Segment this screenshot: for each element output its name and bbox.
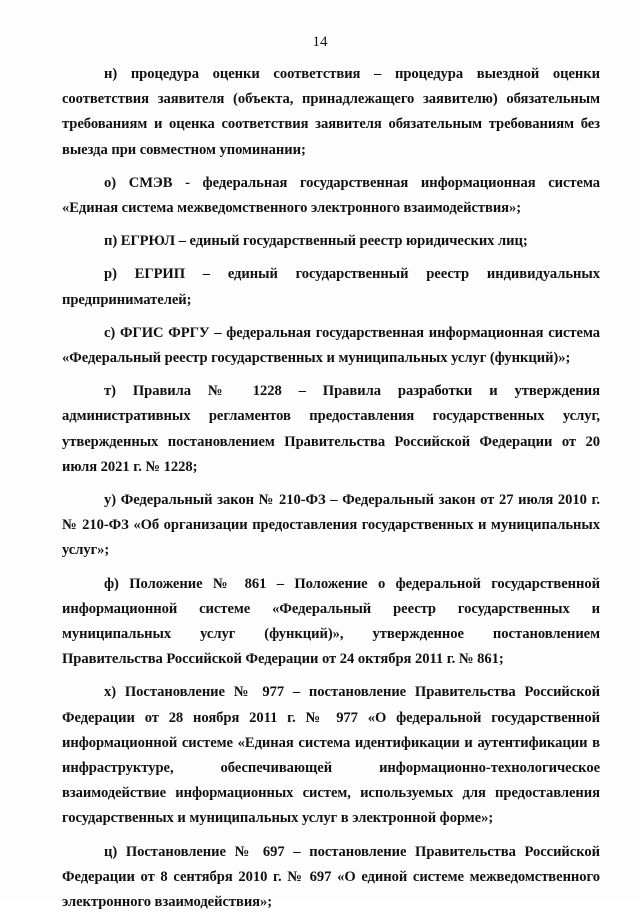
paragraph-kh: х) Постановление № 977 – постановление Правительства Российской Федерации от 28 ноября 2011 г. № 977 «О федеральной государственной информационной системе «Единая система идентификации и аутентификации в инфраструктуре, обеспечивающей информационно-технологическое взаимодействие информационных систем, используемых для предоставления государственных и муниципальных услуг в электронной форме»;: [62, 684, 600, 827]
paragraph-r: р) ЕГРИП – единый государственный реестр индивидуальных предпринимателей;: [62, 266, 600, 308]
paragraph-s: с) ФГИС ФРГУ – федеральная государственная информационная система «Федеральный реестр государственных и муниципальных услуг (функций)»;: [62, 324, 600, 367]
paragraph-f: ф) Положение № 861 – Положение о федеральной государственной информационной системе «Федеральный реестр государственных и муниципальных услуг (функций)», утвержденное постановлением Правительства Российской Федерации от 24 октября 2011 г. № 861;: [62, 575, 600, 668]
document-body: [62, 62, 600, 923]
paragraph-u: у) Федеральный закон № 210-ФЗ – Федеральный закон от 27 июля 2010 г. № 210-ФЗ «Об организации предоставления государственных и муниципальных услуг»;: [62, 492, 600, 559]
page-number: 14: [312, 34, 328, 50]
paragraph-t: т) Правила № 1228 – Правила разработки и утверждения административных регламентов предоставления государственных услуг, утвержденных постановлением Правительства Российской Федерации от 20 июля 2021 г. № 1228;: [62, 383, 600, 475]
paragraph-o: о) СМЭВ - федеральная государственная информационная система «Единая система межведомственного электронного взаимодействия»;: [62, 174, 600, 217]
paragraph-p: п) ЕГРЮЛ – единый государственный реестр юридических лиц;: [104, 233, 528, 250]
paragraph-ts: ц) Постановление № 697 – постановление Правительства Российской Федерации от 8 сентября 2010 г. № 697 «О единой системе межведомственного электронного взаимодействия»;: [62, 843, 600, 911]
paragraph-n: н) процедура оценки соответствия – процедура выездной оценки соответствия заявителя (объекта, принадлежащего заявителю) обязательным требованиям и оценка соответствия заявителя обязательным требованиям без выезда при совместном упоминании;: [62, 66, 600, 158]
